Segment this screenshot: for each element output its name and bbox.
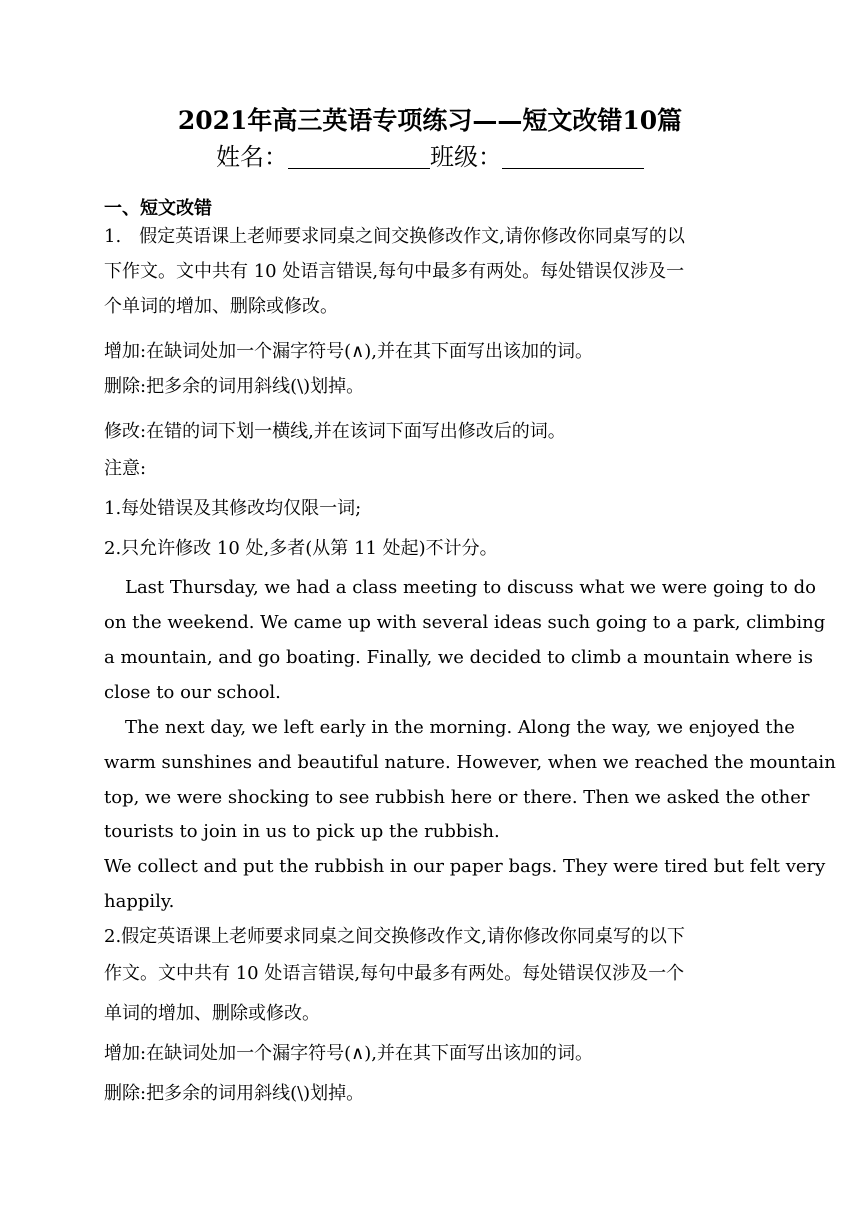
passage-line: close to our school. [104,682,281,703]
instruction-line: 个单词的增加、删除或修改。 [104,296,338,317]
class-blank [502,142,644,169]
passage-line: happily. [104,891,175,912]
instruction-line: 删除:把多余的词用斜线(\)划掉。 [104,376,365,397]
section-heading: 一、短文改错 [104,198,212,219]
instruction-line: 2.只允许修改 10 处,多者(从第 11 处起)不计分。 [104,538,498,559]
passage-line: We collect and put the rubbish in our paper bags. They were tired but felt very [104,856,826,877]
passage-line: a mountain, and go boating. Finally, we decided to climb a mountain where is [104,647,814,668]
instruction-line: 删除:把多余的词用斜线(\)划掉。 [104,1083,365,1104]
page-title: 2021年高三英语专项练习——短文改错10篇 [177,106,683,135]
passage-line: Last Thursday, we had a class meeting to discuss what we were going to do [125,577,816,598]
name-label: 姓名： [216,143,288,171]
instruction-line: 修改:在错的词下划一横线,并在该词下面写出修改后的词。 [104,421,566,442]
class-label: 班级： [430,143,502,171]
instruction-line: 1. 假定英语课上老师要求同桌之间交换修改作文,请你修改你同桌写的以 [104,226,685,247]
instruction-line: 增加:在缺词处加一个漏字符号(∧),并在其下面写出该加的词。 [104,1043,594,1064]
instruction-line: 增加:在缺词处加一个漏字符号(∧),并在其下面写出该加的词。 [104,341,594,362]
passage-line: tourists to join in us to pick up the rubbish. [104,821,500,842]
instruction-line: 2.假定英语课上老师要求同桌之间交换修改作文,请你修改你同桌写的以下 [104,926,685,947]
passage-line: top, we were shocking to see rubbish here or there. Then we asked the other [104,787,810,808]
name-blank [288,142,430,169]
name-class-line [0,140,860,174]
instruction-line: 下作文。文中共有 10 处语言错误,每句中最多有两处。每处错误仅涉及一 [104,261,685,282]
passage-line: warm sunshines and beautiful nature. However, when we reached the mountain [104,752,836,773]
instruction-line: 注意: [104,458,147,479]
instruction-line: 单词的增加、删除或修改。 [104,1003,320,1024]
instruction-line: 1.每处错误及其修改均仅限一词; [104,498,362,519]
passage-line: on the weekend. We came up with several ideas such going to a park, climbing [104,612,826,633]
instruction-line: 作文。文中共有 10 处语言错误,每句中最多有两处。每处错误仅涉及一个 [104,963,685,984]
passage-line: The next day, we left early in the morning. Along the way, we enjoyed the [125,717,795,738]
